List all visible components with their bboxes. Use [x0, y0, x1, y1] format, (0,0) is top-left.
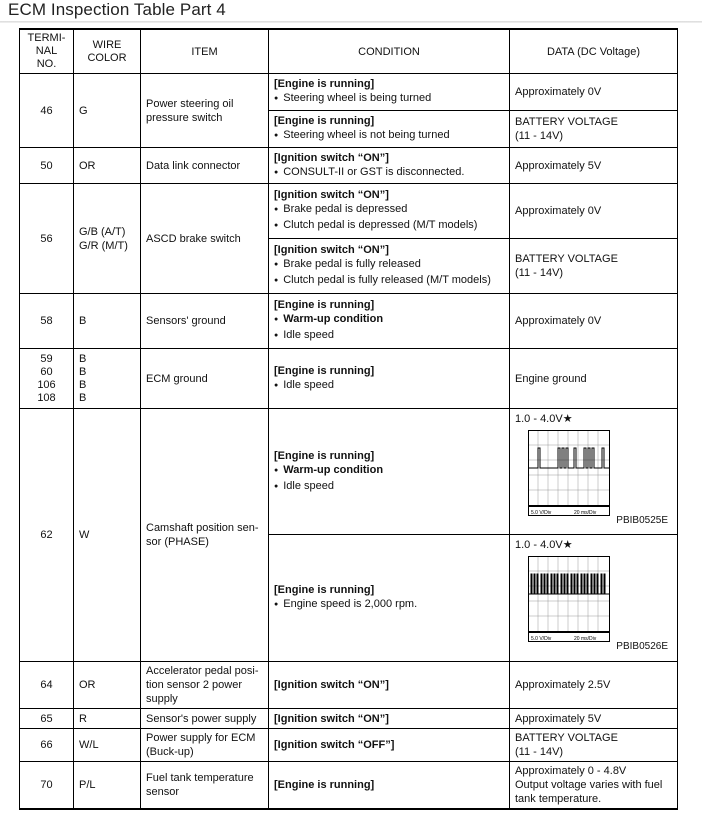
data-cell: Approximately 5V — [510, 709, 678, 729]
condition-cell — [269, 662, 510, 709]
terminal-line: 108 — [37, 391, 56, 404]
data-line: (11 - 14V) — [515, 130, 564, 142]
terminal-cell: 46 — [20, 74, 74, 148]
data-cell: Engine ground — [510, 349, 678, 409]
header-terminal-line: NO. — [36, 58, 57, 70]
wire-cell: R — [74, 709, 141, 729]
condition-cell — [269, 709, 510, 729]
condition-bullet: ● Idle speed — [274, 479, 504, 495]
condition-bullet: ● CONSULT-II or GST is disconnected. — [274, 165, 504, 181]
condition-head: [Engine is running] — [274, 299, 375, 311]
table-row — [20, 709, 678, 729]
header-wire-line: WIRE — [92, 38, 122, 51]
item-cell: ECM ground — [141, 349, 269, 409]
wire-cell — [74, 184, 141, 294]
oscilloscope-waveform-2000rpm — [515, 538, 672, 656]
header-data: DATA (DC Voltage) — [510, 29, 678, 74]
condition-cell — [269, 294, 510, 349]
wire-cell: G — [74, 74, 141, 148]
condition-head: [Engine is running] — [274, 449, 375, 462]
data-cell: Approximately 0V — [510, 294, 678, 349]
condition-cell — [269, 74, 510, 111]
header-wire — [74, 29, 141, 74]
terminal-cell: 50 — [20, 148, 74, 184]
terminal-cell: 56 — [20, 184, 74, 294]
header-terminal-line: NAL — [35, 45, 58, 57]
terminal-line: 60 — [40, 365, 53, 378]
table-header-row — [20, 29, 678, 74]
wire-line: B — [79, 391, 87, 404]
condition-cell — [269, 239, 510, 294]
wire-cell: W/L — [74, 729, 141, 762]
condition-cell — [269, 148, 510, 184]
condition-bullet: ● Brake pedal is depressed — [274, 202, 504, 218]
page-title: ECM Inspection Table Part 4 — [8, 0, 226, 19]
header-condition: CONDITION — [269, 29, 510, 74]
table-row — [20, 762, 678, 810]
wire-cell: OR — [74, 148, 141, 184]
item-cell: Accelerator pedal posi-tion sensor 2 power supply — [141, 662, 269, 709]
data-cell — [510, 409, 678, 535]
table-row — [20, 184, 678, 239]
table-row — [20, 349, 678, 409]
condition-head: [Ignition switch “ON”] — [274, 244, 389, 256]
data-line: Output voltage varies with fuel tank temperature. — [515, 779, 663, 805]
table-row — [20, 409, 678, 535]
condition-bullet: ● Clutch pedal is fully released (M/T models) — [274, 273, 504, 289]
condition-head: [Ignition switch “ON”] — [274, 679, 389, 691]
data-cell: Approximately 5V — [510, 148, 678, 184]
terminal-cell: 66 — [20, 729, 74, 762]
wire-line: B — [79, 365, 87, 378]
item-cell: Sensor's power supply — [141, 709, 269, 729]
data-cell: Approximately 2.5V — [510, 662, 678, 709]
waveform-voltage-label: 1.0 - 4.0V★ — [515, 413, 573, 425]
condition-cell — [269, 535, 510, 662]
wire-cell: P/L — [74, 762, 141, 810]
waveform-t-scale: 20 ms/Div — [574, 636, 597, 642]
ecm-inspection-table — [19, 28, 678, 810]
data-cell: Approximately 0V — [510, 74, 678, 111]
table-row — [20, 74, 678, 111]
data-line: BATTERY VOLTAGE — [515, 116, 618, 128]
wire-cell: B — [74, 294, 141, 349]
waveform-t-scale: 20 ms/Div — [574, 510, 597, 516]
figure-id: PBIB0526E — [616, 641, 668, 652]
item-cell: Data link connector — [141, 148, 269, 184]
item-cell: ASCD brake switch — [141, 184, 269, 294]
waveform-v-scale: 5.0 V/Div — [531, 636, 552, 642]
header-terminal-line: TERMI- — [27, 32, 66, 44]
data-cell — [510, 239, 678, 294]
terminal-line: 106 — [37, 378, 56, 391]
condition-cell — [269, 729, 510, 762]
table-row — [20, 729, 678, 762]
terminal-cell: 65 — [20, 709, 74, 729]
wire-cell: W — [74, 409, 141, 662]
condition-cell — [269, 762, 510, 810]
data-line: (11 - 14V) — [515, 746, 564, 758]
condition-bullet: ● Warm-up condition — [274, 463, 504, 479]
data-cell: Approximately 0V — [510, 184, 678, 239]
condition-head: [Engine is running] — [274, 115, 375, 127]
condition-head: [Engine is running] — [274, 364, 375, 377]
data-cell — [510, 535, 678, 662]
condition-cell — [269, 409, 510, 535]
item-cell: Power supply for ECM (Buck-up) — [141, 729, 269, 762]
data-line: Approximately 0 - 4.8V — [515, 765, 627, 777]
wire-line: G/B (A/T) — [79, 225, 126, 238]
terminal-cell: 70 — [20, 762, 74, 810]
wire-line: B — [79, 378, 87, 391]
condition-head: [Engine is running] — [274, 779, 375, 791]
condition-bullet: ● Warm-up condition — [274, 312, 504, 328]
condition-head: [Engine is running] — [274, 78, 375, 90]
wire-cell: OR — [74, 662, 141, 709]
data-cell — [510, 729, 678, 762]
header-item: ITEM — [141, 29, 269, 74]
table-row — [20, 148, 678, 184]
condition-bullet: ● Brake pedal is fully released — [274, 257, 504, 273]
condition-head: [Ignition switch “ON”] — [274, 712, 389, 725]
table-row — [20, 662, 678, 709]
data-line: (11 - 14V) — [515, 267, 564, 279]
waveform-voltage-label: 1.0 - 4.0V★ — [515, 539, 573, 551]
item-cell: Camshaft position sen-sor (PHASE) — [141, 409, 269, 662]
terminal-cell: 62 — [20, 409, 74, 662]
wire-line: B — [79, 352, 87, 365]
condition-cell — [269, 349, 510, 409]
condition-bullet: ● Engine speed is 2,000 rpm. — [274, 597, 504, 613]
condition-bullet: ● Clutch pedal is depressed (M/T models) — [274, 218, 504, 234]
item-cell: Power steering oil pressure switch — [141, 74, 269, 148]
waveform-2000rpm-graph — [528, 556, 610, 642]
item-cell: Fuel tank temperature sensor — [141, 762, 269, 810]
condition-head: [Engine is running] — [274, 584, 375, 596]
item-cell: Sensors' ground — [141, 294, 269, 349]
condition-bullet: ● Steering wheel is being turned — [274, 91, 504, 107]
condition-bullet: ● Idle speed — [274, 328, 504, 344]
terminal-cell: 58 — [20, 294, 74, 349]
condition-cell — [269, 184, 510, 239]
terminal-cell: 64 — [20, 662, 74, 709]
oscilloscope-waveform-idle — [515, 412, 672, 530]
condition-bullet: ● Steering wheel is not being turned — [274, 128, 504, 144]
condition-cell — [269, 111, 510, 148]
data-line: BATTERY VOLTAGE — [515, 732, 618, 744]
terminal-line: 59 — [40, 352, 53, 365]
condition-head: [Ignition switch “OFF”] — [274, 739, 395, 751]
waveform-v-scale: 5.0 V/Div — [531, 510, 552, 516]
terminal-cell — [20, 349, 74, 409]
waveform-idle-graph — [528, 430, 610, 516]
wire-line: G/R (M/T) — [79, 239, 128, 252]
header-terminal — [20, 29, 74, 74]
header-wire-line: COLOR — [87, 51, 127, 64]
data-cell — [510, 111, 678, 148]
wire-cell — [74, 349, 141, 409]
data-line: BATTERY VOLTAGE — [515, 253, 618, 265]
title-divider — [0, 21, 702, 23]
table-row — [20, 294, 678, 349]
condition-head: [Ignition switch “ON”] — [274, 189, 389, 201]
condition-head: [Ignition switch “ON”] — [274, 151, 389, 164]
condition-bullet: ● Idle speed — [274, 378, 504, 394]
data-cell — [510, 762, 678, 810]
figure-id: PBIB0525E — [616, 515, 668, 526]
